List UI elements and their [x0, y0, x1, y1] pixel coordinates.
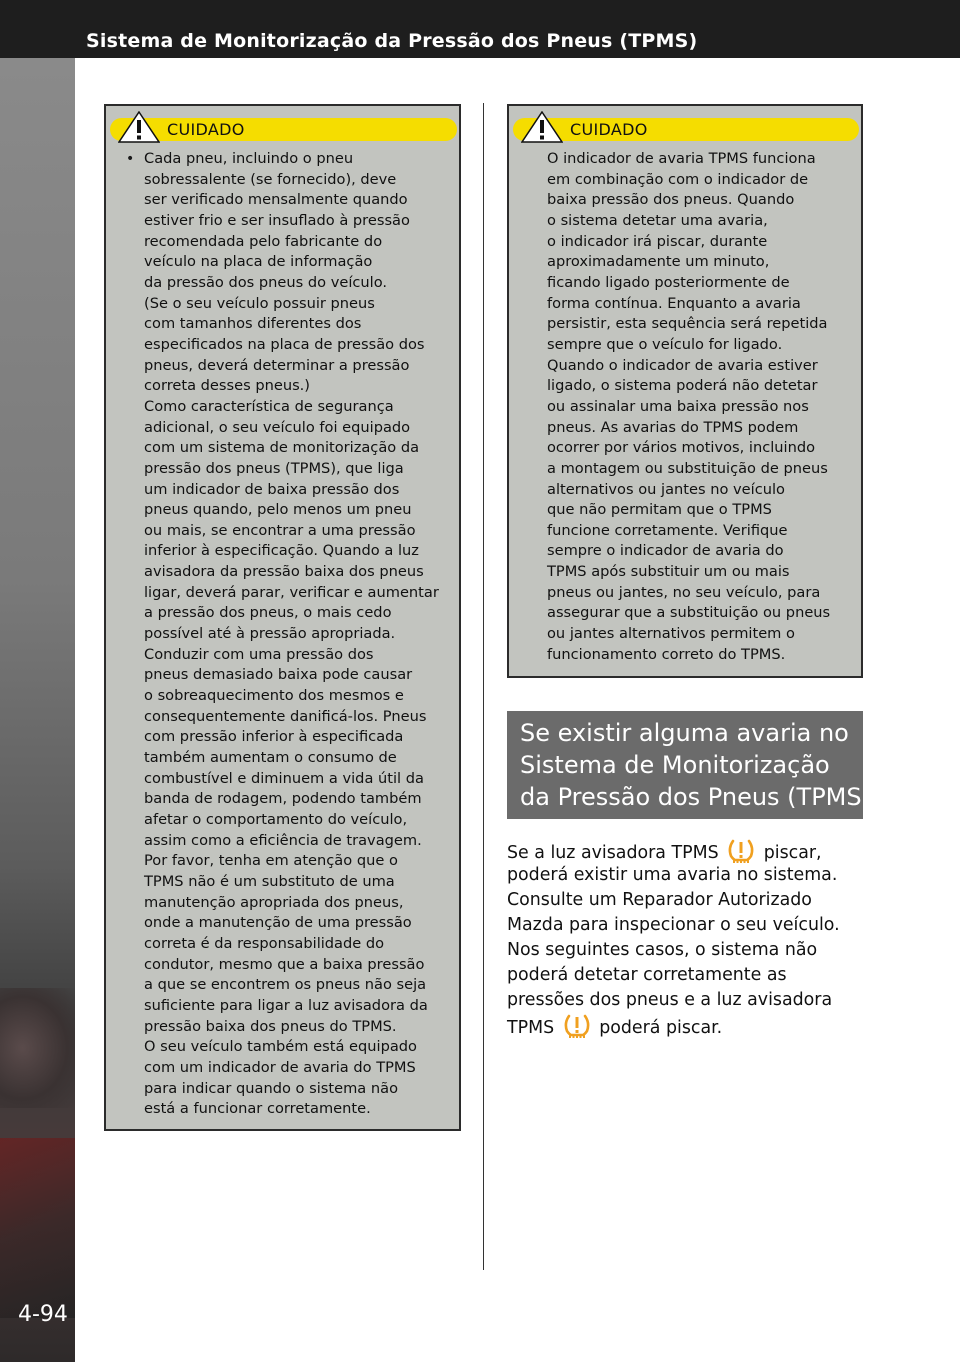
sidebar-photo-strip [0, 58, 75, 1362]
section-body [507, 838, 840, 1038]
caution-text-line: suficiente para ligar a luz avisadora da [144, 996, 428, 1014]
caution-text-line: ou mais, se encontrar a uma pressão [144, 521, 416, 539]
caution-label: CUIDADO [570, 120, 648, 139]
page-number: 4-94 [18, 1302, 68, 1327]
caution-text-line: está a funcionar corretamente. [144, 1100, 371, 1118]
caution-text-line: com um indicador de avaria do TPMS [144, 1058, 416, 1076]
body-line: poderá existir uma avaria no sistema. [507, 865, 838, 885]
caution-text-line: alternativos ou jantes no veículo [547, 480, 785, 498]
caution-text-line: também aumentam o consumo de [144, 749, 397, 767]
caution-text-line: ligar, deverá parar, verificar e aumentar [144, 583, 439, 601]
body-line: Mazda para inspecionar o seu veículo. [507, 915, 840, 935]
caution-text-line: sempre o indicador de avaria do [547, 542, 784, 560]
caution-text-line: o indicador irá piscar, durante [547, 232, 768, 250]
caution-header [110, 118, 457, 141]
caution-text-line: especificados na placa de pressão dos [144, 335, 425, 353]
caution-text-line: ocorrer por vários motivos, incluindo [547, 439, 816, 457]
caution-text-line: onde a manutenção de uma pressão [144, 914, 412, 932]
section-heading-line: Se existir alguma avaria no [520, 719, 849, 747]
caution-text-line: com tamanhos diferentes dos [144, 315, 362, 333]
caution-text-line: assim como a eficiência de travagem. [144, 831, 422, 849]
caution-text-line: banda de rodagem, podendo também [144, 790, 422, 808]
caution-text-line: ligado, o sistema poderá não detetar [547, 377, 818, 395]
caution-text-line: pneus demasiado baixa pode causar [144, 666, 413, 684]
caution-text-line: funcionamento correto do TPMS. [547, 645, 786, 663]
caution-text-line: recomendada pelo fabricante do [144, 232, 383, 250]
caution-text-line: para indicar quando o sistema não [144, 1079, 399, 1097]
caution-text-line: inferior à especificação. Quando a luz [144, 542, 419, 560]
caution-text-line: funcione corretamente. Verifique [547, 521, 788, 539]
caution-text-line: ou assinalar uma baixa pressão nos [547, 397, 809, 415]
caution-text-line: Conduzir com uma pressão dos [144, 645, 374, 663]
caution-text-line: Cada pneu, incluindo o pneu [144, 150, 354, 167]
caution-text-line: a pressão dos pneus, o mais cedo [144, 604, 392, 622]
caution-text-line: que não permitam que o TPMS [547, 501, 772, 519]
warning-triangle-icon [521, 111, 563, 143]
caution-text-line: a montagem ou substituição de pneus [547, 459, 828, 477]
caution-text-line: persistir, esta sequência será repetida [547, 315, 828, 333]
caution-text-line: da pressão dos pneus do veículo. [144, 273, 388, 291]
body-text-fragment: TPMS [507, 1018, 555, 1038]
caution-text-line: a que se encontrem os pneus não seja [144, 976, 427, 994]
caution-text-line: avisadora da pressão baixa dos pneus [144, 563, 424, 581]
bullet-point: • [126, 151, 135, 167]
caution-text-line: ou jantes alternativos permitem o [547, 625, 795, 643]
caution-text-line: ficando ligado posteriormente de [547, 273, 790, 291]
caution-header [513, 118, 859, 141]
warning-triangle-icon [118, 111, 160, 143]
caution-text-line: possível até à pressão apropriada. [144, 625, 396, 643]
caution-text-line: pneus quando, pelo menos um pneu [144, 501, 412, 519]
caution-text-line: sempre que o veículo for ligado. [547, 335, 783, 353]
caution-text-line: O seu veículo também está equipado [144, 1038, 417, 1056]
caution-text-line: TPMS após substituir um ou mais [547, 563, 790, 581]
body-text-fragment: Se a luz avisadora TPMS [507, 843, 719, 863]
section-heading [507, 711, 871, 819]
caution-text-line: ser verificado mensalmente quando [144, 191, 408, 209]
caution-text-line: pressão dos pneus (TPMS), que liga [144, 459, 404, 477]
caution-label: CUIDADO [167, 120, 245, 139]
column-divider [483, 103, 484, 1270]
caution-text-line: TPMS não é um substituto de uma [144, 872, 395, 890]
caution-text-line: um indicador de baixa pressão dos [144, 480, 400, 498]
caution-text-line: correta é da responsabilidade do [144, 934, 385, 952]
body-line: Nos seguintes casos, o sistema não [507, 940, 818, 960]
caution-text-line: pressão baixa dos pneus do TPMS. [144, 1017, 397, 1035]
body-line: poderá detetar corretamente as [507, 965, 787, 985]
sidebar-photo-detail [0, 988, 75, 1108]
caution-text-line: O indicador de avaria TPMS funciona [547, 150, 816, 167]
tpms-warning-icon [726, 838, 756, 864]
caution-text-line: em combinação com o indicador de [547, 170, 809, 188]
caution-text-line: pneus. As avarias do TPMS podem [547, 418, 799, 436]
body-text-fragment: piscar, [763, 843, 822, 863]
caution-box-left [104, 104, 461, 1131]
caution-text-line: Quando o indicador de avaria estiver [547, 356, 818, 374]
caution-text-line: veículo na placa de informação [144, 253, 373, 271]
caution-text-line: com pressão inferior à especificada [144, 728, 404, 746]
caution-text-line: (Se o seu veículo possuir pneus [144, 294, 375, 312]
body-line [507, 1013, 840, 1038]
caution-text-line: o sistema detetar uma avaria, [547, 211, 768, 229]
caution-text-line: estiver frio e ser insuflado à pressão [144, 211, 410, 229]
caution-text-line: pneus, deverá determinar a pressão [144, 356, 410, 374]
caution-text-line: afetar o comportamento do veículo, [144, 811, 408, 828]
caution-text-line: condutor, mesmo que a baixa pressão [144, 955, 425, 973]
page-title: Sistema de Monitorização da Pressão dos Pneus (TPMS) [86, 30, 698, 52]
body-text-fragment: poderá piscar. [599, 1018, 723, 1038]
caution-box-right [507, 104, 863, 678]
caution-text-line: correta desses pneus.) [144, 377, 311, 395]
caution-text-line: Como característica de segurança [144, 397, 394, 415]
caution-text-line: sobressalente (se fornecido), deve [144, 170, 397, 188]
section-heading-line: da Pressão dos Pneus (TPMS) [520, 783, 871, 811]
caution-text-line: assegurar que a substituição ou pneus [547, 604, 831, 622]
caution-text-line: pneus ou jantes, no seu veículo, para [547, 583, 821, 601]
body-line: Consulte um Reparador Autorizado [507, 890, 812, 910]
caution-text-line: o sobreaquecimento dos mesmos e [144, 687, 404, 705]
caution-text-line: com um sistema de monitorização da [144, 439, 420, 457]
body-line [507, 838, 840, 863]
caution-text-line: Por favor, tenha em atenção que o [144, 852, 398, 870]
tpms-warning-icon [562, 1013, 592, 1039]
caution-text [547, 149, 830, 665]
caution-text-line: aproximadamente um minuto, [547, 253, 770, 271]
section-heading-line: Sistema de Monitorização [520, 751, 830, 779]
caution-text [144, 149, 439, 1120]
body-line: pressões dos pneus e a luz avisadora [507, 990, 833, 1010]
sidebar-photo-detail [0, 1138, 75, 1318]
caution-text-line: combustível e diminuem a vida útil da [144, 769, 424, 787]
caution-text-line: manutenção apropriada dos pneus, [144, 893, 404, 911]
header-bar [0, 0, 960, 58]
caution-text-line: baixa pressão dos pneus. Quando [547, 191, 795, 209]
caution-text-line: adicional, o seu veículo foi equipado [144, 418, 411, 436]
caution-text-line: consequentemente danificá-los. Pneus [144, 707, 427, 725]
caution-text-line: forma contínua. Enquanto a avaria [547, 294, 801, 312]
